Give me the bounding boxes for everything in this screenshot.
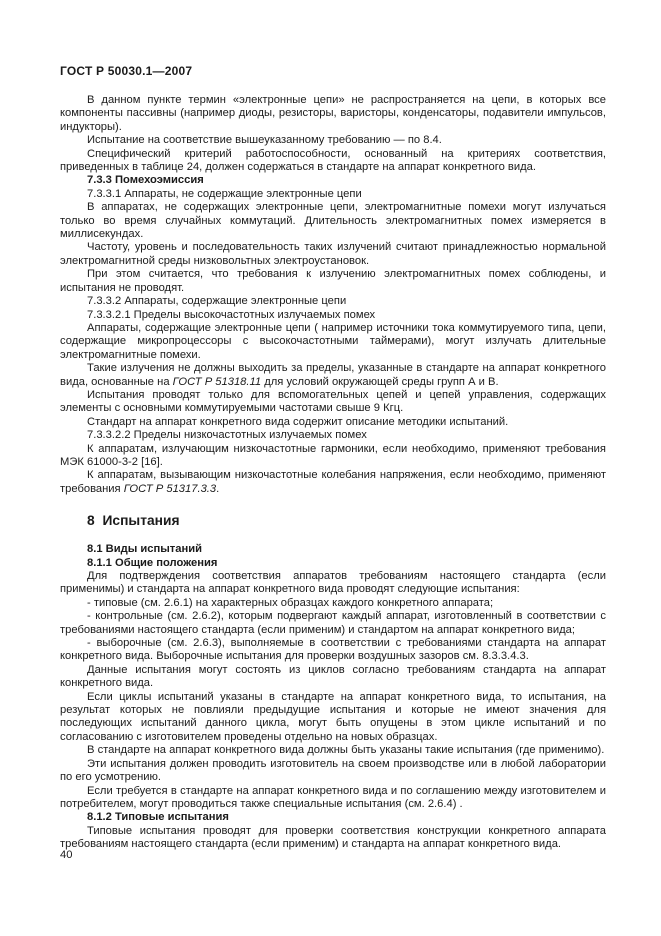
paragraph xyxy=(60,825,606,852)
paragraph xyxy=(60,637,606,664)
text-run: . xyxy=(216,482,220,495)
italic-reference: ГОСТ Р 51317.3.3 xyxy=(123,482,217,495)
text-run: 7.3.3.2.2 Пределы низкочастотных излучаемых помех xyxy=(87,429,367,442)
bold-heading xyxy=(60,557,606,570)
document-header: ГОСТ Р 50030.1—2007 xyxy=(60,64,193,78)
text-run: В данном пункте термин «электронные цепи» не распространяется на цепи, в которых все компоненты пассивны (например диоды, резисторы, варисторы, конденсаторы, подавители импульсов, индукторы). xyxy=(60,94,606,133)
text-run: 7.3.3.1 Аппараты, не содержащие электронные цепи xyxy=(87,187,362,200)
plain-line xyxy=(60,309,606,322)
paragraph xyxy=(60,664,606,691)
bold-heading xyxy=(60,811,606,824)
text-run: Испытания проводят только для вспомогательных цепей и цепей управления, содержащих элементы с основными коммутируемыми частотами свыше 9 Кгц. xyxy=(60,388,606,415)
text-run: 7.3.3.2.1 Пределы высокочастотных излучаемых помех xyxy=(87,308,376,321)
text-run: 8.1.1 Общие положения xyxy=(87,556,218,569)
text-run: К аппаратам, излучающим низкочастотные гармоники, если необходимо, применяют требования МЭК 61000-3-2 [16]. xyxy=(60,442,606,468)
text-run: В аппаратах, не содержащих электронные цепи, электромагнитные помехи могут излучаться только во время случайных коммутаций. Длительность электромагнитных помех измеряется в миллисекундах. xyxy=(60,201,606,241)
text-run: Аппараты, содержащие электронные цепи ( например источники тока коммутируемого типа, цепи, содержащие микропроцессоры с высокочастотными таймерами), могут излучать длительные электромагнитные помехи. xyxy=(60,321,606,361)
paragraph xyxy=(60,469,606,496)
bold-heading xyxy=(60,543,606,556)
text-run: 8.1 Виды испытаний xyxy=(87,543,203,556)
text-run: Данные испытания могут состоять из циклов согласно требованиям стандарта на аппарат конкретного вида. xyxy=(60,663,606,690)
paragraph xyxy=(60,94,606,134)
text-run: 7.3.3.2 Аппараты, содержащие электронные цепи xyxy=(87,295,347,308)
paragraph xyxy=(60,785,606,812)
text-run: Типовые испытания проводят для проверки соответствия конструкции конкретного аппарата требованиям настоящего стандарта (если применим) и стандарта на аппарат конкретного вида. xyxy=(60,824,606,851)
text-run: Частоту, уровень и последовательность таких излучений считают принадлежностью нормальной электромагнитной среды низковольтных электроустановок. xyxy=(60,241,606,267)
paragraph xyxy=(60,570,606,597)
chapter-heading xyxy=(60,513,606,529)
plain-line xyxy=(60,188,606,201)
paragraph xyxy=(60,389,606,416)
italic-reference: ГОСТ Р 51318.11 xyxy=(172,375,262,388)
text-run: В стандарте на аппарат конкретного вида должны быть указаны такие испытания (где применимо). xyxy=(87,744,605,757)
paragraph xyxy=(60,268,606,295)
text-run: Такие излучения не должны выходить за пределы, указанные в стандарте на аппарат конкретного вида, основанные на xyxy=(60,362,606,388)
paragraph xyxy=(60,134,606,147)
text-run: 8 Испытания xyxy=(87,513,180,529)
text-run: - типовые (см. 2.6.1) на характерных образцах каждого конкретного аппарата; xyxy=(87,596,494,609)
text-run: К аппаратам, вызывающим низкочастотные колебания напряжения, если необходимо, применяют требования xyxy=(60,469,606,495)
paragraph xyxy=(60,744,606,757)
paragraph xyxy=(60,610,606,637)
paragraph xyxy=(60,322,606,362)
document-content xyxy=(60,94,606,852)
text-run: Испытание на соответствие вышеуказанному требованию — по 8.4. xyxy=(87,134,442,147)
paragraph xyxy=(60,597,606,610)
text-run: - выборочные (см. 2.6.3), выполняемые в соответствии с требованиями стандарта на аппарат конкретного вида. Выборочные испытания для проверки воздушных зазоров см. 8.3.3.4.3. xyxy=(60,637,606,663)
bold-heading xyxy=(60,174,606,187)
text-run: Если требуется в стандарте на аппарат конкретного вида и по соглашению между изготовителем и потребителем, могут проводиться также специальные испытания (см. 2.6.4) . xyxy=(60,784,606,810)
paragraph xyxy=(60,241,606,268)
text-run: Специфический критерий работоспособности, основанный на критериях соответствия, приведенных в таблице 24, должен содержаться в стандарте на аппарат конкретного вида. xyxy=(60,147,606,174)
paragraph xyxy=(60,416,606,429)
plain-line xyxy=(60,429,606,442)
paragraph xyxy=(60,443,606,470)
text-run: При этом считается, что требования к излучению электромагнитных помех соблюдены, и испытания не проводят. xyxy=(60,268,606,294)
paragraph xyxy=(60,758,606,785)
page-number: 40 xyxy=(60,849,73,861)
paragraph xyxy=(60,201,606,241)
text-run: Если циклы испытаний указаны в стандарте на аппарат конкретного вида, то испытания, на результат которых не повлияли предыдущие испытания и которые не имеют значения для последующих испытаний данного цикла, могут быть опущены в этом цикле испытаний и по согласованию с изготовителем проведены отдельно на новых образцах. xyxy=(60,690,606,743)
text-run: 7.3.3 Помехоэмиссия xyxy=(87,174,204,187)
text-run: для условий окружающей среды групп А и В. xyxy=(261,375,499,388)
paragraph xyxy=(60,691,606,745)
paragraph xyxy=(60,362,606,389)
plain-line xyxy=(60,295,606,308)
text-run: - контрольные (см. 2.6.2), которым подвергают каждый аппарат, изготовленный в соответствии с требованиями настоящего стандарта (если применим) и стандартом на аппарат конкретного вида; xyxy=(60,610,606,636)
text-run: Стандарт на аппарат конкретного вида содержит описание методики испытаний. xyxy=(87,415,509,428)
paragraph xyxy=(60,148,606,175)
text-run: Для подтверждения соответствия аппаратов требованиям настоящего стандарта (если применимы) и стандарта на аппарат конкретного вида проводят следующие испытания: xyxy=(60,570,606,596)
text-run: Эти испытания должен проводить изготовитель на своем производстве или в любой лаборатории по его усмотрению. xyxy=(60,757,606,784)
text-run: 8.1.2 Типовые испытания xyxy=(87,811,229,824)
